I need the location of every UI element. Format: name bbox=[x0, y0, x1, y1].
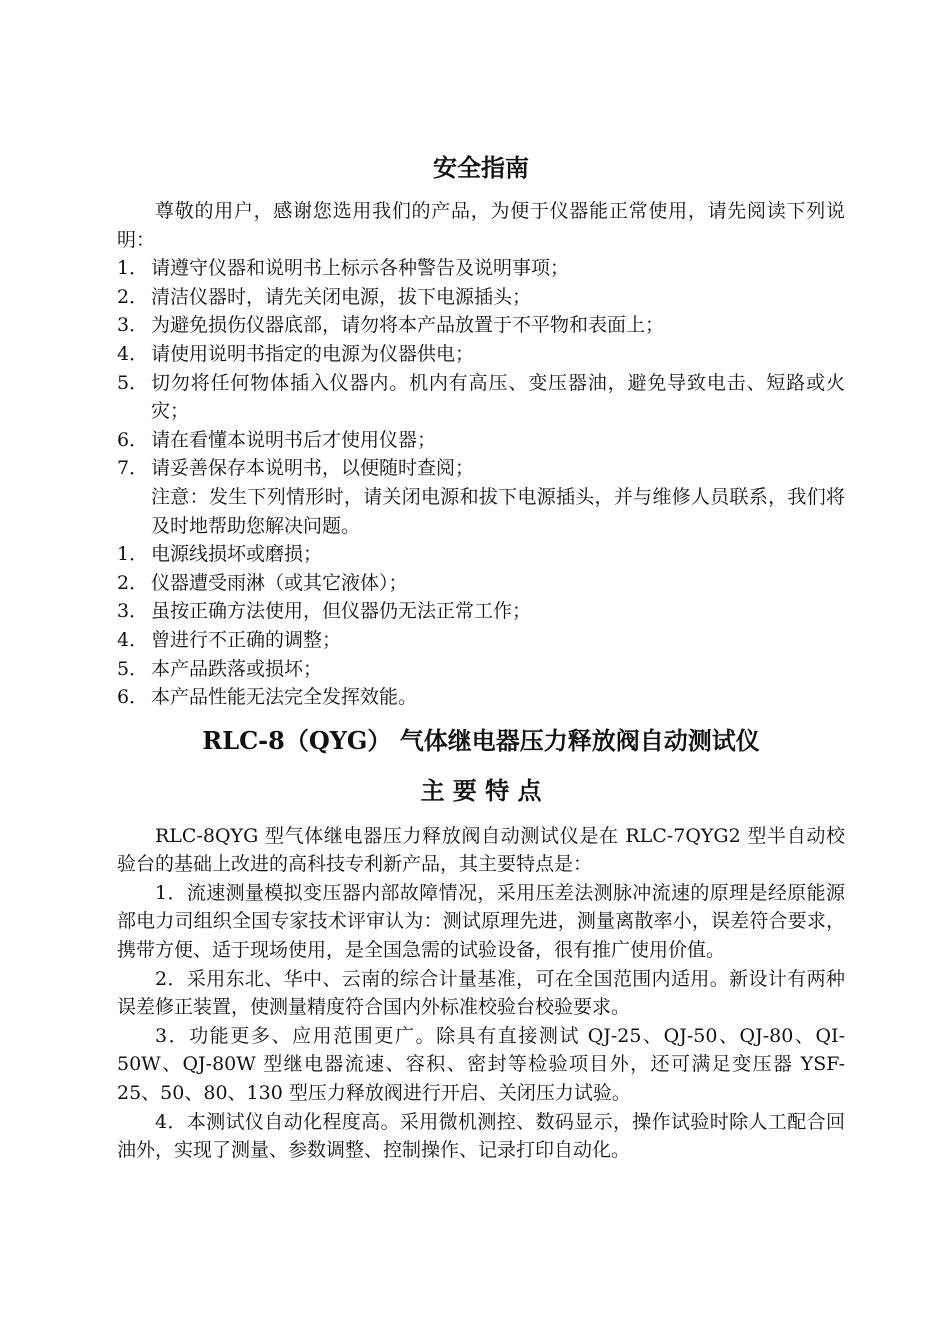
list-item bbox=[117, 369, 845, 426]
item-number: 5． bbox=[117, 657, 149, 680]
item-number: 1． bbox=[117, 257, 149, 280]
feature-paragraph-4: 4．本测试仪自动化程度高。采用微机测控、数码显示，操作试验时除人工配合回油外，实现了测量、参数调整、控制操作、记录打印自动化。 bbox=[117, 1110, 845, 1162]
list-item bbox=[117, 283, 845, 312]
safety-title: 安全指南 bbox=[433, 153, 529, 182]
item-number: 3． bbox=[117, 600, 149, 623]
item-text: 请使用说明书指定的电源为仪器供电； bbox=[151, 342, 475, 365]
item-text: 为避免损伤仪器底部，请勿将本产品放置于不平物和表面上； bbox=[151, 314, 665, 337]
item-text: 本产品性能无法完全发挥效能。 bbox=[151, 686, 418, 709]
list-item bbox=[117, 655, 845, 684]
item-text: 本产品跌落或损坏； bbox=[151, 657, 323, 680]
item-number: 6． bbox=[117, 428, 149, 451]
item-number: 1． bbox=[117, 543, 149, 566]
safety-items-list bbox=[117, 254, 845, 483]
item-text: 切勿将任何物体插入仪器内。机内有高压、变压器油，避免导致电击、短路或火灾； bbox=[151, 371, 845, 423]
features-intro-paragraph: RLC-8QYG 型气体继电器压力释放阀自动测试仪是在 RLC-7QYG2 型半自动校验台的基础上改进的高科技专利新产品，其主要特点是： bbox=[117, 824, 845, 876]
item-number: 5． bbox=[117, 371, 149, 394]
feature-paragraph-1: 1．流速测量模拟变压器内部故障情况，采用压差法测脉冲流速的原理是经原能源部电力司组织全国专家技术评审认为：测试原理先进，测量离散率小，误差符合要求，携带方便、适于现场使用，是全国急需的试验设备，很有推广使用价值。 bbox=[117, 881, 845, 962]
item-text: 仪器遭受雨淋（或其它液体）； bbox=[151, 571, 408, 594]
product-title: RLC-8（QYG） 气体继电器压力释放阀自动测试仪 bbox=[202, 725, 760, 755]
item-text: 请遵守仪器和说明书上标示各种警告及说明事项； bbox=[151, 257, 570, 280]
list-item bbox=[117, 683, 845, 712]
feature-paragraph-3: 3．功能更多、应用范围更广。除具有直接测试 QJ-25、QJ-50、QJ-80、QI-50W、QJ-80W 型继电器流速、容积、密封等检验项目外，还可满足变压器 YSF-25、50、80、130 型压力释放阀进行开启、关闭压力试验。 bbox=[117, 1024, 845, 1105]
list-item bbox=[117, 540, 845, 569]
list-item bbox=[117, 597, 845, 626]
item-number: 2． bbox=[117, 285, 149, 308]
item-text: 电源线损坏或磨损； bbox=[151, 543, 323, 566]
item-number: 7． bbox=[117, 457, 149, 480]
safety-conditions-list bbox=[117, 540, 845, 712]
item-number: 4． bbox=[117, 342, 149, 365]
safety-note: 注意：发生下列情形时，请关闭电源和拔下电源插头，并与维修人员联系，我们将及时地帮助您解决问题。 bbox=[151, 485, 845, 537]
item-text: 虽按正确方法使用，但仪器仍无法正常工作； bbox=[151, 600, 532, 623]
list-item bbox=[117, 254, 845, 283]
item-number: 3． bbox=[117, 314, 149, 337]
features-title: 主 要 特 点 bbox=[420, 775, 542, 805]
item-text: 清洁仪器时，请先关闭电源，拔下电源插头； bbox=[151, 285, 532, 308]
item-number: 6． bbox=[117, 686, 149, 709]
list-item bbox=[117, 569, 845, 598]
item-number: 4． bbox=[117, 628, 149, 651]
item-number: 2． bbox=[117, 571, 149, 594]
list-item bbox=[117, 311, 845, 340]
safety-intro: 尊敬的用户，感谢您选用我们的产品，为便于仪器能正常使用，请先阅读下列说明： bbox=[117, 200, 845, 251]
feature-paragraph-2: 2．采用东北、华中、云南的综合计量基准，可在全国范围内适用。新设计有两种误差修正装置，使测量精度符合国内外标准校验台校验要求。 bbox=[117, 967, 845, 1019]
list-item bbox=[117, 626, 845, 655]
item-text: 请在看懂本说明书后才使用仪器； bbox=[151, 428, 437, 451]
item-text: 请妥善保存本说明书，以便随时查阅； bbox=[151, 457, 475, 480]
list-item bbox=[117, 340, 845, 369]
list-item bbox=[117, 426, 845, 455]
list-item bbox=[117, 454, 845, 483]
item-text: 曾进行不正确的调整； bbox=[151, 628, 342, 651]
